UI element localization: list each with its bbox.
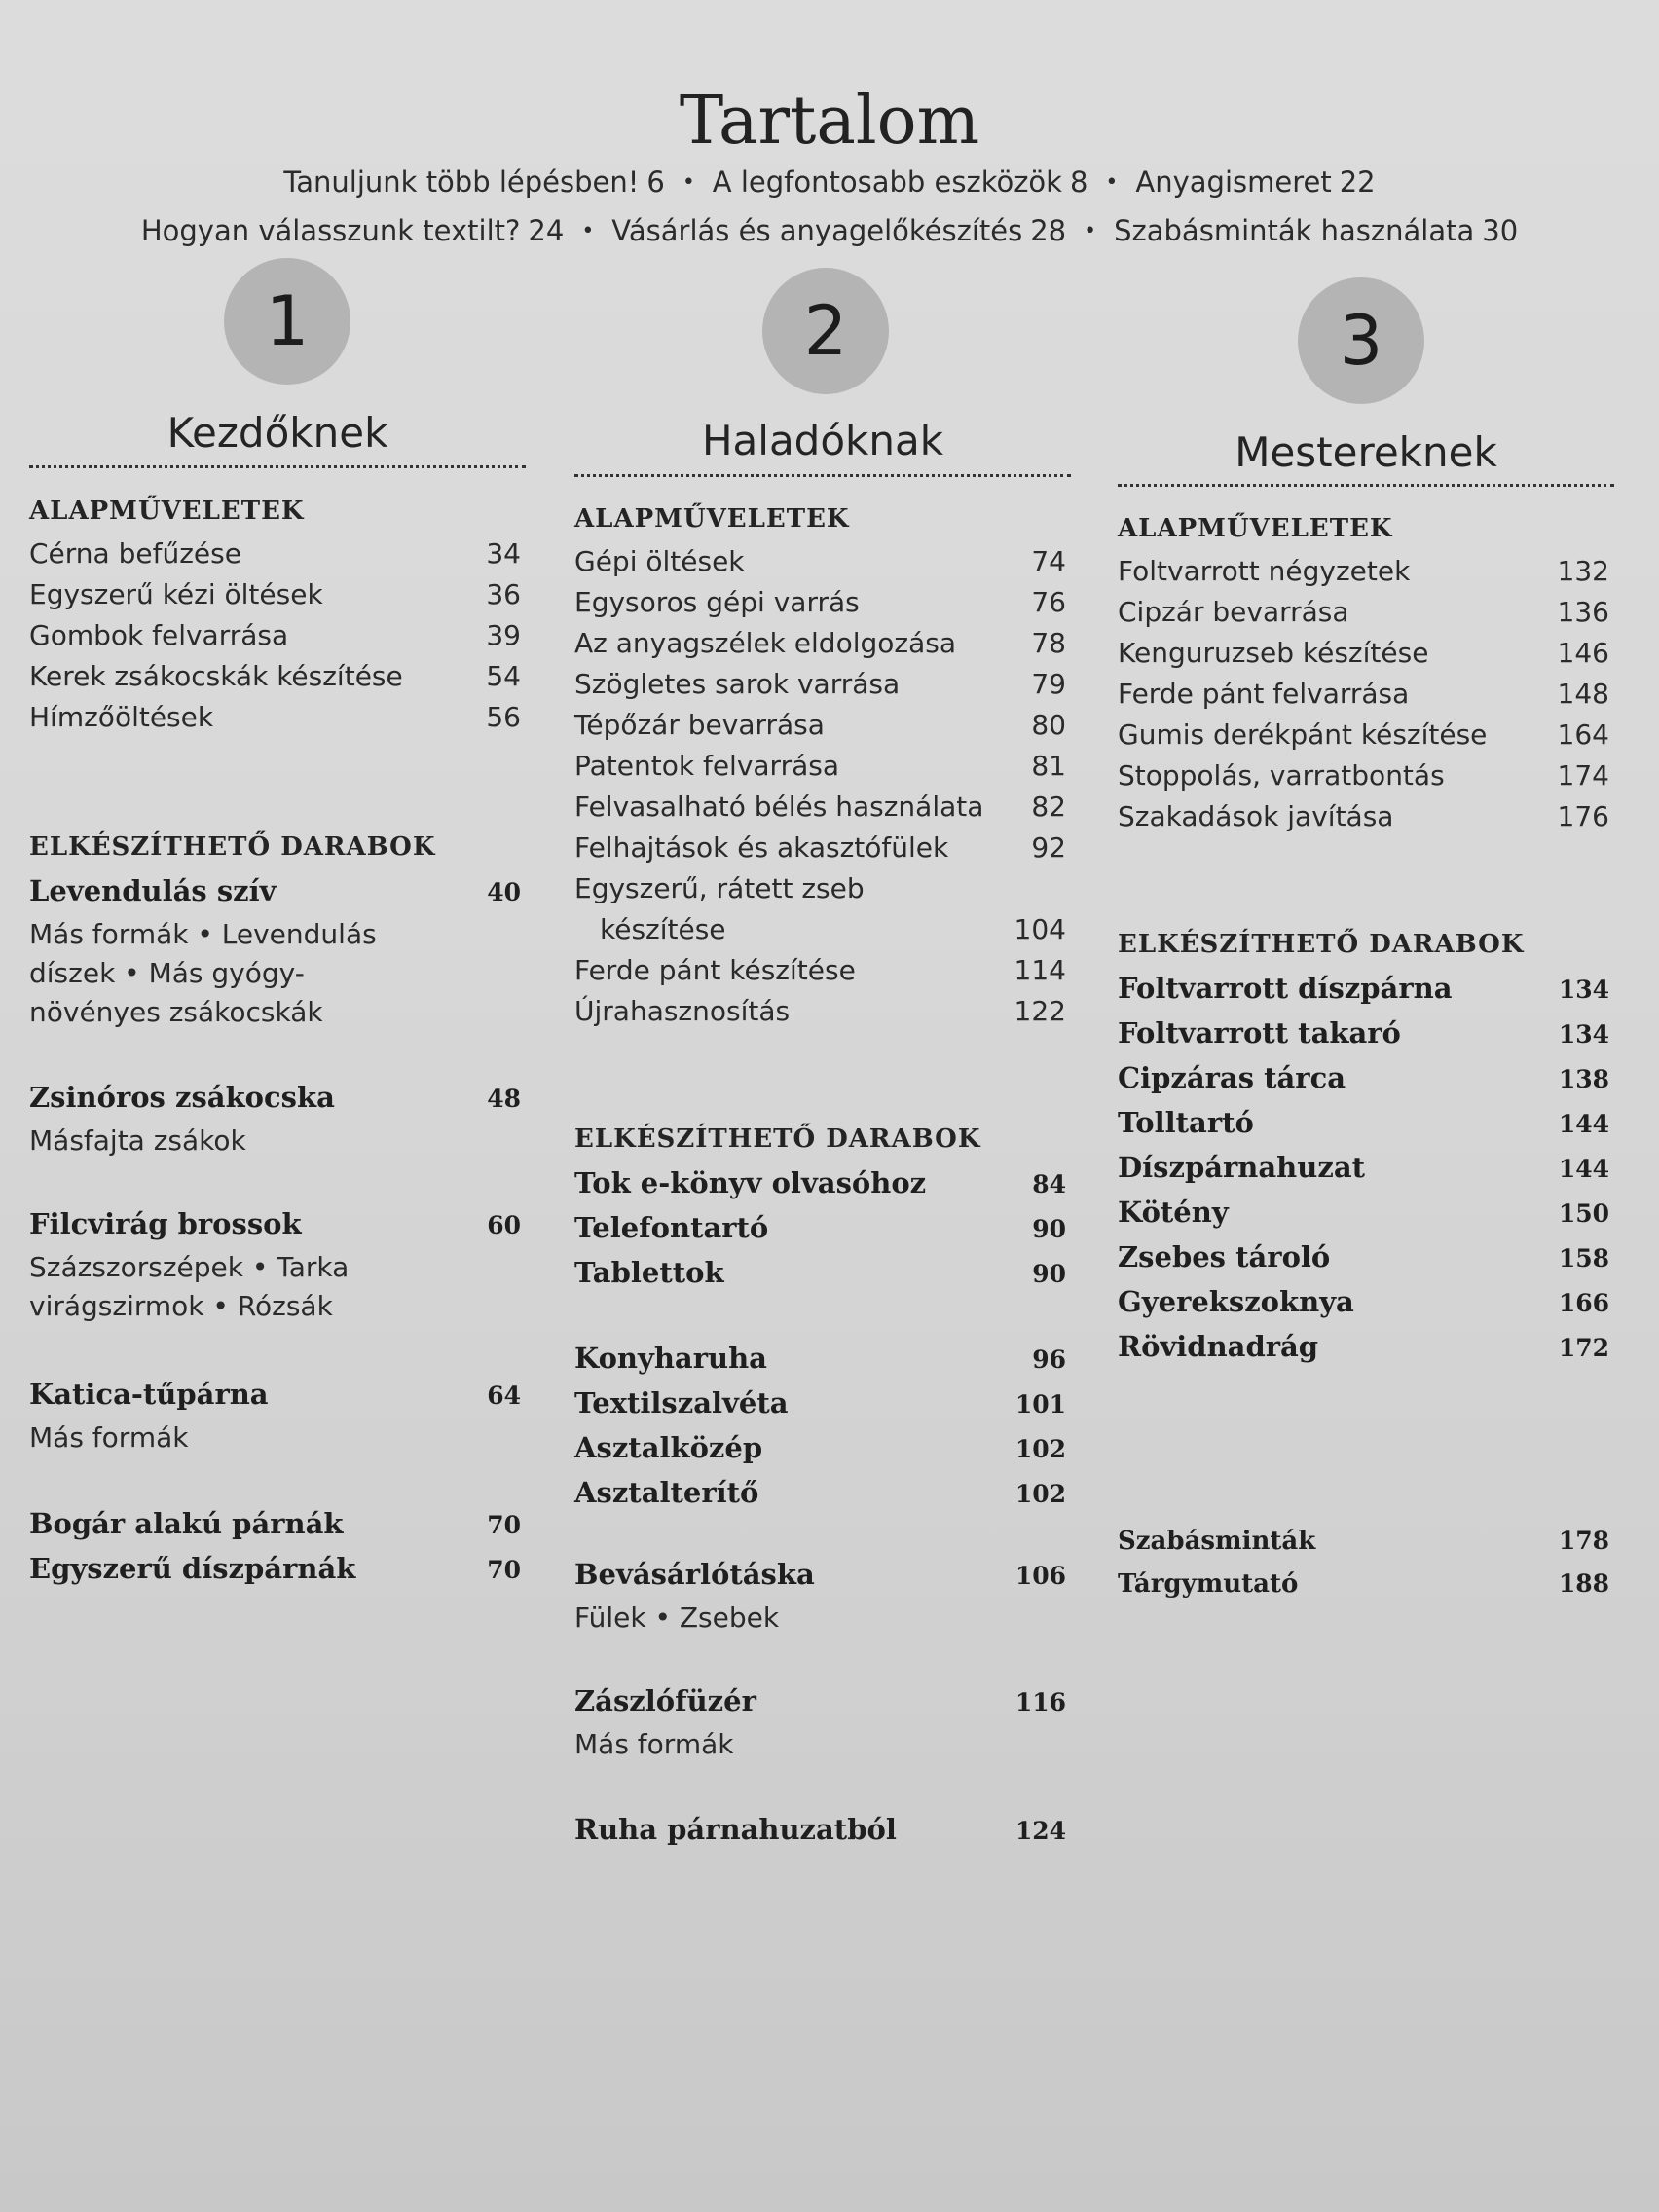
entry-label: Gumis derékpánt készítése: [1118, 719, 1488, 751]
bullet-separator: •: [581, 219, 595, 243]
entry-page: 79: [1031, 668, 1066, 700]
toc-entry[interactable]: [574, 831, 1066, 864]
entry-page: 144: [1558, 1110, 1609, 1138]
entry-subtitle: [29, 1122, 246, 1161]
entry-page: 80: [1031, 709, 1066, 741]
entry-subtitle: [29, 1248, 349, 1326]
entry-label: Kenguruzseb készítése: [1118, 637, 1429, 669]
toc-entry[interactable]: [574, 586, 1066, 618]
entry-label: Tablettok: [574, 1256, 724, 1289]
entry-label: Tolltartó: [1118, 1106, 1254, 1139]
entry-label: Felhajtások és akasztófülek: [574, 831, 949, 864]
intro-item-page: 30: [1482, 214, 1519, 247]
entry-label: Egyszerű, rátett zseb: [574, 872, 865, 904]
entry-page: 96: [1032, 1346, 1066, 1374]
toc-entry[interactable]: [1118, 1106, 1609, 1139]
subtitle-line: Százszorszépek • Tarka: [29, 1251, 350, 1283]
entry-label: készítése: [600, 913, 726, 945]
bullet-separator: •: [1105, 170, 1119, 195]
toc-entry[interactable]: [1118, 1240, 1609, 1273]
entry-label: Ruha párnahuzatból: [574, 1813, 897, 1846]
entry-page: 70: [487, 1511, 521, 1539]
entry-page: 56: [486, 701, 521, 733]
entry-label: Gépi öltések: [574, 545, 745, 577]
entry-label: Asztalközép: [574, 1431, 763, 1464]
column-title: Mestereknek: [1235, 428, 1497, 476]
entry-label: Levendulás szív: [29, 874, 276, 907]
toc-entry[interactable]: [574, 709, 1066, 741]
entry-label: Hímzőöltések: [29, 701, 214, 733]
subtitle-line: Fülek • Zsebek: [574, 1602, 780, 1634]
subtitle-line: virágszirmok • Rózsák: [29, 1290, 333, 1322]
entry-page: 82: [1031, 791, 1066, 823]
toc-entry[interactable]: [1118, 1196, 1609, 1229]
entry-page: 92: [1031, 831, 1066, 864]
entry-label: Tárgymutató: [1118, 1569, 1299, 1599]
entry-label: Cipzár bevarrása: [1118, 596, 1349, 628]
intro-item-page: 6: [646, 166, 665, 199]
toc-entry[interactable]: [1118, 1569, 1609, 1599]
entry-label: Egyszerű kézi öltések: [29, 578, 323, 610]
bullet-separator: •: [682, 170, 695, 195]
entry-page: 104: [1014, 913, 1066, 945]
column-title: Kezdőknek: [166, 409, 388, 457]
dotted-divider: [1118, 484, 1614, 487]
entry-page: 101: [1014, 1390, 1066, 1419]
intro-item-page: 24: [528, 214, 565, 247]
toc-entry[interactable]: [1118, 972, 1609, 1005]
entry-label: Foltvarrott takaró: [1118, 1016, 1401, 1050]
toc-entry[interactable]: [29, 1552, 521, 1585]
entry-subtitle: [29, 1419, 188, 1457]
toc-entry[interactable]: [29, 660, 521, 692]
entry-label: Zsebes tároló: [1118, 1240, 1331, 1273]
toc-entry[interactable]: [29, 1378, 521, 1411]
entry-label: Szabásminták: [1118, 1527, 1316, 1556]
entry-label: Zsinóros zsákocska: [29, 1081, 335, 1114]
toc-entry[interactable]: [574, 1342, 1066, 1375]
entry-page: 34: [486, 537, 521, 570]
entry-label: Kerek zsákocskák készítése: [29, 660, 403, 692]
subtitle-line: növényes zsákocskák: [29, 996, 323, 1028]
toc-entry[interactable]: [29, 874, 521, 907]
toc-entry[interactable]: [574, 668, 1066, 700]
column-advanced: [574, 0, 1071, 2212]
column-title: Haladóknak: [701, 417, 944, 464]
entry-label: Felvasalható bélés használata: [574, 791, 984, 823]
toc-entry[interactable]: [1118, 1330, 1609, 1363]
entry-subtitle: [29, 915, 377, 1032]
entry-label: Katica-tűpárna: [29, 1378, 269, 1411]
toc-entry[interactable]: [1118, 596, 1609, 628]
entry-page: 60: [487, 1211, 521, 1239]
intro-item-label: A legfontosabb eszközök: [712, 166, 1062, 199]
entry-page: 84: [1032, 1170, 1066, 1198]
entry-page: 134: [1558, 976, 1609, 1004]
entry-label: Szögletes sarok varrása: [574, 668, 901, 700]
column-beginners: [29, 0, 526, 2212]
intro-item-page: 22: [1339, 166, 1376, 199]
subtitle-line: Más formák: [574, 1728, 734, 1760]
toc-entry[interactable]: [574, 750, 1066, 782]
toc-entry[interactable]: [574, 791, 1066, 823]
dotted-divider: [29, 465, 526, 468]
entry-page: 76: [1031, 586, 1066, 618]
subtitle-line: Más formák: [29, 1421, 189, 1454]
entry-page: 39: [486, 619, 521, 651]
section-heading: ELKÉSZÍTHETŐ DARABOK: [29, 832, 436, 862]
toc-entry[interactable]: [574, 995, 1066, 1027]
toc-entry[interactable]: [574, 1558, 1066, 1591]
entry-page: 78: [1031, 627, 1066, 659]
intro-item-page: 8: [1069, 166, 1088, 199]
entry-page: 114: [1014, 954, 1066, 986]
toc-entry[interactable]: [1118, 759, 1609, 792]
entry-label: Tépőzár bevarrása: [574, 709, 825, 741]
entry-label: Bevásárlótáska: [574, 1558, 815, 1591]
entry-label: Újrahasznosítás: [574, 995, 791, 1027]
entry-page: 64: [487, 1382, 521, 1410]
entry-label: Egyszerű díszpárnák: [29, 1552, 356, 1585]
toc-entry[interactable]: [574, 1476, 1066, 1509]
entry-page: 54: [486, 660, 521, 692]
toc-entry[interactable]: [1118, 1061, 1609, 1094]
toc-entry[interactable]: [1118, 800, 1609, 832]
entry-page: 158: [1558, 1244, 1609, 1272]
section-heading: ELKÉSZÍTHETŐ DARABOK: [574, 1124, 981, 1154]
section-heading: ALAPMŰVELETEK: [574, 504, 850, 534]
toc-entry[interactable]: [1118, 1151, 1609, 1184]
entry-page: 172: [1558, 1334, 1609, 1362]
entry-page: 188: [1558, 1569, 1609, 1598]
entry-page: 144: [1558, 1155, 1609, 1183]
entry-label: Szakadások javítása: [1118, 800, 1394, 832]
toc-entry[interactable]: [1118, 678, 1609, 710]
section-heading: ALAPMŰVELETEK: [1118, 514, 1393, 543]
entry-page: 106: [1014, 1562, 1066, 1590]
toc-entry[interactable]: [574, 913, 1066, 945]
toc-entry[interactable]: [574, 545, 1066, 577]
entry-label: Az anyagszélek eldolgozása: [574, 627, 956, 659]
entry-page: 81: [1031, 750, 1066, 782]
entry-page: 124: [1014, 1817, 1066, 1845]
entry-page: 164: [1557, 719, 1609, 751]
entry-label: Foltvarrott négyzetek: [1118, 555, 1411, 587]
entry-label: Asztalterítő: [574, 1476, 759, 1509]
entry-label: Cérna befűzése: [29, 537, 241, 570]
entry-page: 102: [1014, 1480, 1066, 1508]
toc-entry[interactable]: [574, 1813, 1066, 1846]
entry-page: 90: [1032, 1260, 1066, 1288]
entry-label: Ferde pánt készítése: [574, 954, 856, 986]
entry-label: Zászlófüzér: [574, 1684, 756, 1717]
toc-entry[interactable]: [29, 1081, 521, 1114]
toc-entry[interactable]: [1118, 637, 1609, 669]
entry-page: 146: [1557, 637, 1609, 669]
entry-label: Stoppolás, varratbontás: [1118, 759, 1445, 792]
page-title: Tartalom: [679, 83, 980, 160]
entry-page: 48: [487, 1085, 521, 1113]
entry-page: 178: [1558, 1527, 1609, 1555]
entry-page: 148: [1557, 678, 1609, 710]
toc-entry[interactable]: [574, 1166, 1066, 1199]
subtitle-line: díszek • Más gyógy-: [29, 957, 305, 989]
entry-page: 74: [1031, 545, 1066, 577]
entry-label: Patentok felvarrása: [574, 750, 839, 782]
toc-entry[interactable]: [574, 627, 1066, 659]
toc-entry[interactable]: [29, 701, 521, 733]
toc-entry[interactable]: [574, 1211, 1066, 1244]
column-masters: [1118, 0, 1614, 2212]
toc-entry[interactable]: [574, 1684, 1066, 1717]
level-badge: 2: [762, 268, 889, 394]
entry-label: Cipzáras tárca: [1118, 1061, 1346, 1094]
entry-subtitle: [574, 1599, 779, 1638]
entry-page: 134: [1558, 1020, 1609, 1049]
toc-entry[interactable]: [1118, 719, 1609, 751]
entry-page: 40: [487, 878, 521, 906]
toc-entry[interactable]: [29, 619, 521, 651]
toc-entry[interactable]: [574, 954, 1066, 986]
entry-label: Gombok felvarrása: [29, 619, 289, 651]
bullet-separator: •: [1084, 219, 1097, 243]
toc-entry[interactable]: [29, 1507, 521, 1540]
entry-label: Gyerekszoknya: [1118, 1285, 1354, 1318]
entry-label: Egysoros gépi varrás: [574, 586, 860, 618]
entry-label: Telefontartó: [574, 1211, 769, 1244]
toc-entry[interactable]: [29, 1207, 521, 1240]
subtitle-line: Más formák • Levendulás: [29, 918, 377, 950]
entry-label: Díszpárnahuzat: [1118, 1151, 1366, 1184]
entry-label: Konyharuha: [574, 1342, 767, 1375]
toc-entry[interactable]: [574, 872, 1066, 904]
entry-page: 102: [1014, 1435, 1066, 1463]
entry-label: Ferde pánt felvarrása: [1118, 678, 1410, 710]
toc-entry[interactable]: [29, 578, 521, 610]
toc-entry[interactable]: [574, 1256, 1066, 1289]
subtitle-line: Másfajta zsákok: [29, 1124, 246, 1157]
toc-entry[interactable]: [574, 1431, 1066, 1464]
entry-label: Foltvarrott díszpárna: [1118, 972, 1453, 1005]
intro-item-label: Anyagismeret: [1135, 166, 1332, 199]
intro-item-label: Hogyan válasszunk textilt?: [140, 214, 521, 247]
entry-page: 150: [1558, 1199, 1609, 1228]
entry-label: Kötény: [1118, 1196, 1229, 1229]
entry-label: Rövidnadrág: [1118, 1330, 1319, 1363]
intro-item-label: Vásárlás és anyagelőkészítés: [611, 214, 1023, 247]
intro-item-page: 28: [1030, 214, 1067, 247]
entry-page: 166: [1558, 1289, 1609, 1317]
entry-page: 36: [486, 578, 521, 610]
entry-label: Textilszalvéta: [574, 1386, 789, 1419]
entry-page: 116: [1014, 1688, 1066, 1716]
toc-entry[interactable]: [1118, 555, 1609, 587]
toc-entry[interactable]: [1118, 1527, 1609, 1556]
dotted-divider: [574, 474, 1071, 477]
entry-label: Bogár alakú párnák: [29, 1507, 344, 1540]
intro-item-label: Tanuljunk több lépésben!: [283, 166, 640, 199]
entry-page: 132: [1557, 555, 1609, 587]
level-badge: 3: [1298, 277, 1424, 404]
toc-entry[interactable]: [1118, 1285, 1609, 1318]
entry-page: 122: [1014, 995, 1066, 1027]
entry-subtitle: [574, 1725, 733, 1764]
entry-label: Tok e-könyv olvasóhoz: [574, 1166, 927, 1199]
entry-page: 90: [1032, 1215, 1066, 1243]
toc-entry[interactable]: [574, 1386, 1066, 1419]
entry-page: 70: [487, 1556, 521, 1584]
entry-page: 136: [1557, 596, 1609, 628]
entry-page: 138: [1558, 1065, 1609, 1093]
section-heading: ELKÉSZÍTHETŐ DARABOK: [1118, 930, 1525, 959]
level-badge: 1: [224, 258, 350, 385]
toc-entry[interactable]: [29, 537, 521, 570]
section-heading: ALAPMŰVELETEK: [29, 497, 305, 526]
entry-page: 174: [1557, 759, 1609, 792]
entry-page: 176: [1557, 800, 1609, 832]
intro-item-label: Szabásminták használata: [1114, 214, 1475, 247]
toc-entry[interactable]: [1118, 1016, 1609, 1050]
entry-label: Filcvirág brossok: [29, 1207, 302, 1240]
